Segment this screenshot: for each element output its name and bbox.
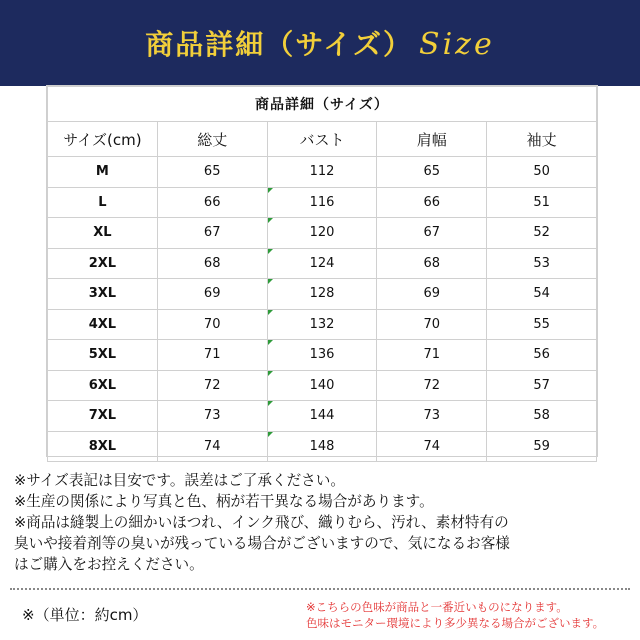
cell-length: 66 <box>157 187 267 218</box>
table-row <box>48 279 597 310</box>
cell-length: 73 <box>157 401 267 432</box>
table-body <box>48 157 597 462</box>
cell-size: 6XL <box>48 370 158 401</box>
cell-length: 70 <box>157 309 267 340</box>
title-banner <box>0 0 640 86</box>
cell-bust: 116 <box>267 187 377 218</box>
cell-bust: 112 <box>267 157 377 188</box>
cell-bust: 120 <box>267 218 377 249</box>
table-row <box>48 401 597 432</box>
cell-sleeve: 52 <box>487 218 597 249</box>
dotted-divider <box>10 588 630 590</box>
cell-shoulder: 73 <box>377 401 487 432</box>
cell-sleeve: 59 <box>487 431 597 462</box>
cell-length: 69 <box>157 279 267 310</box>
table-row <box>48 370 597 401</box>
cell-sleeve: 56 <box>487 340 597 371</box>
size-table-container <box>46 85 598 457</box>
cell-shoulder: 74 <box>377 431 487 462</box>
cell-sleeve: 57 <box>487 370 597 401</box>
cell-shoulder: 72 <box>377 370 487 401</box>
banner-title-text: 商品詳細（サイズ） <box>145 28 414 61</box>
cell-bust: 132 <box>267 309 377 340</box>
cell-bust: 136 <box>267 340 377 371</box>
unit-note: ※（単位：約cm） <box>22 606 148 624</box>
note-line: 臭いや接着剤等の臭いが残っている場合がございますので、気になるお客様 <box>14 535 510 552</box>
notes-block <box>14 470 628 575</box>
cell-length: 68 <box>157 248 267 279</box>
cell-size: 2XL <box>48 248 158 279</box>
cell-shoulder: 70 <box>377 309 487 340</box>
cell-shoulder: 71 <box>377 340 487 371</box>
header-size: サイズ(cm) <box>48 122 158 157</box>
cell-size: M <box>48 157 158 188</box>
size-table <box>47 86 597 462</box>
banner-script-text: Size <box>419 27 495 62</box>
disclaimer-line: ※こちらの色味が商品と一番近いものになります。 <box>306 600 568 614</box>
cell-shoulder: 68 <box>377 248 487 279</box>
cell-sleeve: 50 <box>487 157 597 188</box>
cell-bust: 148 <box>267 431 377 462</box>
cell-shoulder: 66 <box>377 187 487 218</box>
disclaimer-line: 色味はモニター環境により多少異なる場合がございます。 <box>306 616 605 630</box>
cell-length: 74 <box>157 431 267 462</box>
cell-size: XL <box>48 218 158 249</box>
cell-shoulder: 67 <box>377 218 487 249</box>
table-header-row <box>48 122 597 157</box>
cell-length: 71 <box>157 340 267 371</box>
table-row <box>48 248 597 279</box>
table-row <box>48 431 597 462</box>
cell-shoulder: 65 <box>377 157 487 188</box>
note-line: ※生産の関係により写真と色、柄が若干異なる場合があります。 <box>14 493 434 510</box>
cell-size: 8XL <box>48 431 158 462</box>
table-row <box>48 309 597 340</box>
cell-length: 67 <box>157 218 267 249</box>
note-line: はご購入をお控えください。 <box>14 556 204 573</box>
table-row <box>48 187 597 218</box>
table-row <box>48 340 597 371</box>
cell-sleeve: 55 <box>487 309 597 340</box>
header-bust: バスト <box>267 122 377 157</box>
cell-sleeve: 53 <box>487 248 597 279</box>
cell-length: 72 <box>157 370 267 401</box>
cell-sleeve: 51 <box>487 187 597 218</box>
cell-length: 65 <box>157 157 267 188</box>
note-line: ※サイズ表記は目安です。誤差はご了承ください。 <box>14 472 345 489</box>
cell-bust: 140 <box>267 370 377 401</box>
cell-size: 4XL <box>48 309 158 340</box>
header-length: 総丈 <box>157 122 267 157</box>
color-disclaimer <box>306 599 636 631</box>
cell-sleeve: 58 <box>487 401 597 432</box>
cell-bust: 128 <box>267 279 377 310</box>
note-line: ※商品は縫製上の細かいほつれ、インク飛び、織りむら、汚れ、素材特有の <box>14 514 509 531</box>
cell-shoulder: 69 <box>377 279 487 310</box>
cell-size: 7XL <box>48 401 158 432</box>
cell-size: 3XL <box>48 279 158 310</box>
cell-size: L <box>48 187 158 218</box>
cell-bust: 124 <box>267 248 377 279</box>
table-row <box>48 157 597 188</box>
cell-sleeve: 54 <box>487 279 597 310</box>
table-row <box>48 218 597 249</box>
header-sleeve: 袖丈 <box>487 122 597 157</box>
cell-size: 5XL <box>48 340 158 371</box>
cell-bust: 144 <box>267 401 377 432</box>
table-caption: 商品詳細（サイズ） <box>48 87 597 122</box>
header-shoulder: 肩幅 <box>377 122 487 157</box>
banner-title <box>145 23 494 63</box>
